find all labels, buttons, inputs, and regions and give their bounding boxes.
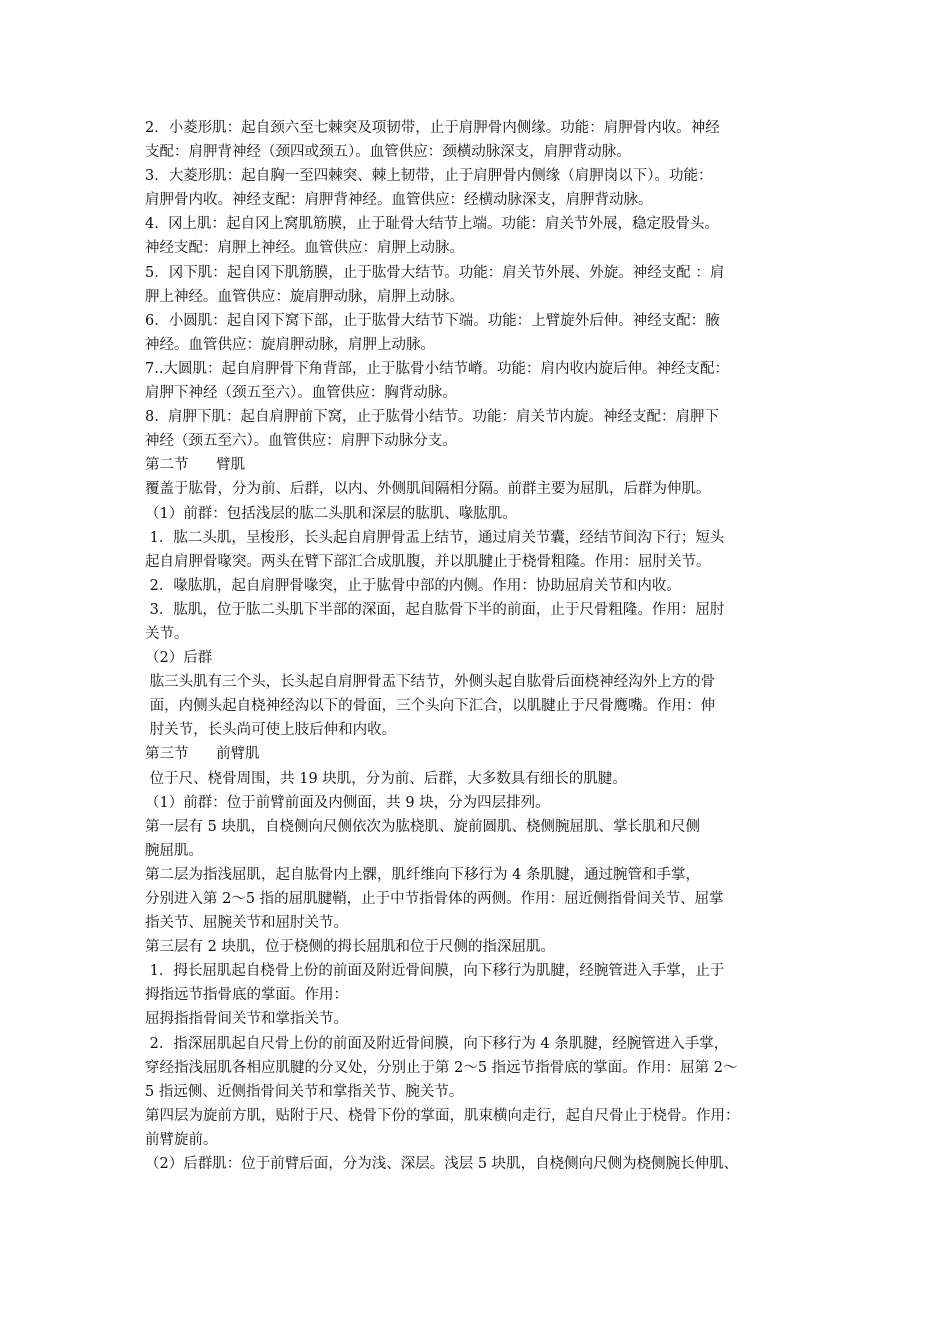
- text-line: 2．喙肱肌，起自肩胛骨喙突，止于肱骨中部的内侧。作用：协助屈肩关节和内收。: [145, 577, 681, 594]
- text-line: 指关节、屈腕关节和屈肘关节。: [145, 915, 348, 932]
- text-line: 覆盖于肱骨，分为前、后群，以内、外侧肌间隔相分隔。前群主要为屈肌，后群为伸肌。: [145, 481, 711, 498]
- text-line: 2．小菱形肌：起自颈六至七棘突及项韧带，止于肩胛骨内侧缘。功能：肩胛骨内收。神经: [145, 120, 720, 136]
- text-line: 起自肩胛骨喙突。两头在臂下部汇合成肌腹，并以肌腱止于桡骨粗隆。作用：屈肘关节。: [145, 553, 711, 570]
- text-line: 胛上神经。血管供应：旋肩胛动脉，肩胛上动脉。: [145, 288, 464, 305]
- text-line: 第二节 臂肌: [145, 457, 246, 474]
- text-line: （1）前群：位于前臂前面及内侧面，共 9 块，分为四层排列。: [145, 794, 550, 811]
- text-line: 6．小圆肌：起自冈下窝下部，止于肱骨大结节下端。功能：上臂旋外后伸。神经支配：腋: [145, 312, 720, 329]
- text-line: 分别进入第 2～5 指的屈肌腱鞘，止于中节指骨体的两侧。作用：屈近侧指骨间关节、屈掌: [145, 891, 724, 907]
- text-line: 7..大圆肌：起自肩胛骨下角背部，止于肱骨小结节嵴。功能：肩内收内旋后伸。神经支配：: [145, 360, 729, 377]
- text-line: （1）前群：包括浅层的肱二头肌和深层的肱肌、喙肱肌。: [145, 505, 517, 522]
- text-line: 神经支配：肩胛上神经。血管供应：肩胛上动脉。: [145, 240, 464, 257]
- text-line: 3．肱肌，位于肱二头肌下半部的深面，起自肱骨下半的前面，止于尺骨粗隆。作用：屈肘: [145, 601, 725, 618]
- text-line: 8. 肩胛下肌：起自肩胛前下窝，止于肱骨小结节。功能：肩关节内旋。神经支配：肩胛下: [145, 409, 720, 426]
- text-line: 位于尺、桡骨周围，共 19 块肌，分为前、后群，大多数具有细长的肌腱。: [145, 770, 627, 787]
- text-line: 5．冈下肌：起自冈下肌筋膜，止于肱骨大结节。功能：肩关节外展、外旋。神经支配 ：肩: [145, 264, 725, 281]
- text-line: 神经（颈五至六）。血管供应：肩胛下动脉分支。: [145, 433, 457, 450]
- text-line: 2．指深屈肌起自尺骨上份的前面及附近骨间膜，向下移行为 4 条肌腱，经腕管进入手掌，: [145, 1035, 729, 1052]
- text-line: （2）后群: [145, 650, 213, 667]
- text-line: 肱三头肌有三个头，长头起自肩胛骨盂下结节，外侧头起自肱骨后面桡神经沟外上方的骨: [145, 674, 716, 691]
- text-line: 1．拇长屈肌起自桡骨上份的前面及附近骨间膜，向下移行为肌腱，经腕管进入手掌，止于: [145, 963, 725, 980]
- text-line: 穿经指浅屈肌各相应肌腱的分叉处，分别止于第 2～5 指远节指骨底的掌面。作用：屈第 2～: [145, 1059, 738, 1076]
- text-line: 5 指远侧、近侧指骨间关节和掌指关节、腕关节。: [145, 1083, 464, 1100]
- text-line: 神经。血管供应：旋肩胛动脉，肩胛上动脉。: [145, 336, 435, 353]
- text-line: 第四层为旋前方肌，贴附于尺、桡骨下份的掌面，肌束横向走行，起自尺骨止于桡骨。作用：: [145, 1107, 740, 1124]
- text-line: 前臂旋前。: [145, 1131, 218, 1148]
- document-body: [145, 116, 813, 1176]
- text-line: 拇指远节指骨底的掌面。作用：: [145, 987, 348, 1004]
- text-line: 屈拇指指骨间关节和掌指关节。: [145, 1011, 348, 1028]
- text-line: 第三层有 2 块肌，位于桡侧的拇长屈肌和位于尺侧的指深屈肌。: [145, 939, 555, 956]
- text-line: 第三节 前臂肌: [145, 746, 260, 763]
- text-line: 肘关节，长头尚可使上肢后伸和内收。: [145, 722, 397, 739]
- text-line: 第一层有 5 块肌，自桡侧向尺侧依次为肱桡肌、旋前圆肌、桡侧腕屈肌、掌长肌和尺侧: [145, 818, 700, 835]
- text-line: 4. 冈上肌：起自冈上窝肌筋膜，止于耻骨大结节上端。功能：肩关节外展，稳定股骨头。: [145, 216, 720, 233]
- text-line: 3．大菱形肌：起自胸一至四棘突、棘上韧带，止于肩胛骨内侧缘（肩胛岗以下）。功能：: [145, 168, 713, 185]
- text-line: （2）后群肌：位于前臂后面，分为浅、深层。浅层 5 块肌，自桡侧向尺侧为桡侧腕长伸肌、: [145, 1156, 739, 1173]
- text-line: 1．肱二头肌，呈梭形，长头起自肩胛骨盂上结节，通过肩关节囊，经结节间沟下行；短头: [145, 529, 725, 546]
- text-line: 支配：肩胛背神经（颈四或颈五）。血管供应：颈横动脉深支，肩胛背动脉。: [145, 144, 631, 161]
- text-line: 肩胛骨内收。神经支配：肩胛背神经。血管供应：经横动脉深支，肩胛背动脉。: [145, 192, 653, 209]
- text-line: 肩胛下神经（颈五至六）。血管供应：胸背动脉。: [145, 385, 457, 402]
- text-line: 面，内侧头起自桡神经沟以下的骨面，三个头向下汇合，以肌腱止于尺骨鹰嘴。作用：伸: [145, 698, 716, 715]
- text-line: 第二层为指浅屈肌，起自肱骨内上髁，肌纤维向下移行为 4 条肌腱，通过腕管和手掌，: [145, 866, 700, 883]
- text-line: 腕屈肌。: [145, 842, 203, 859]
- text-line: 关节。: [145, 625, 189, 642]
